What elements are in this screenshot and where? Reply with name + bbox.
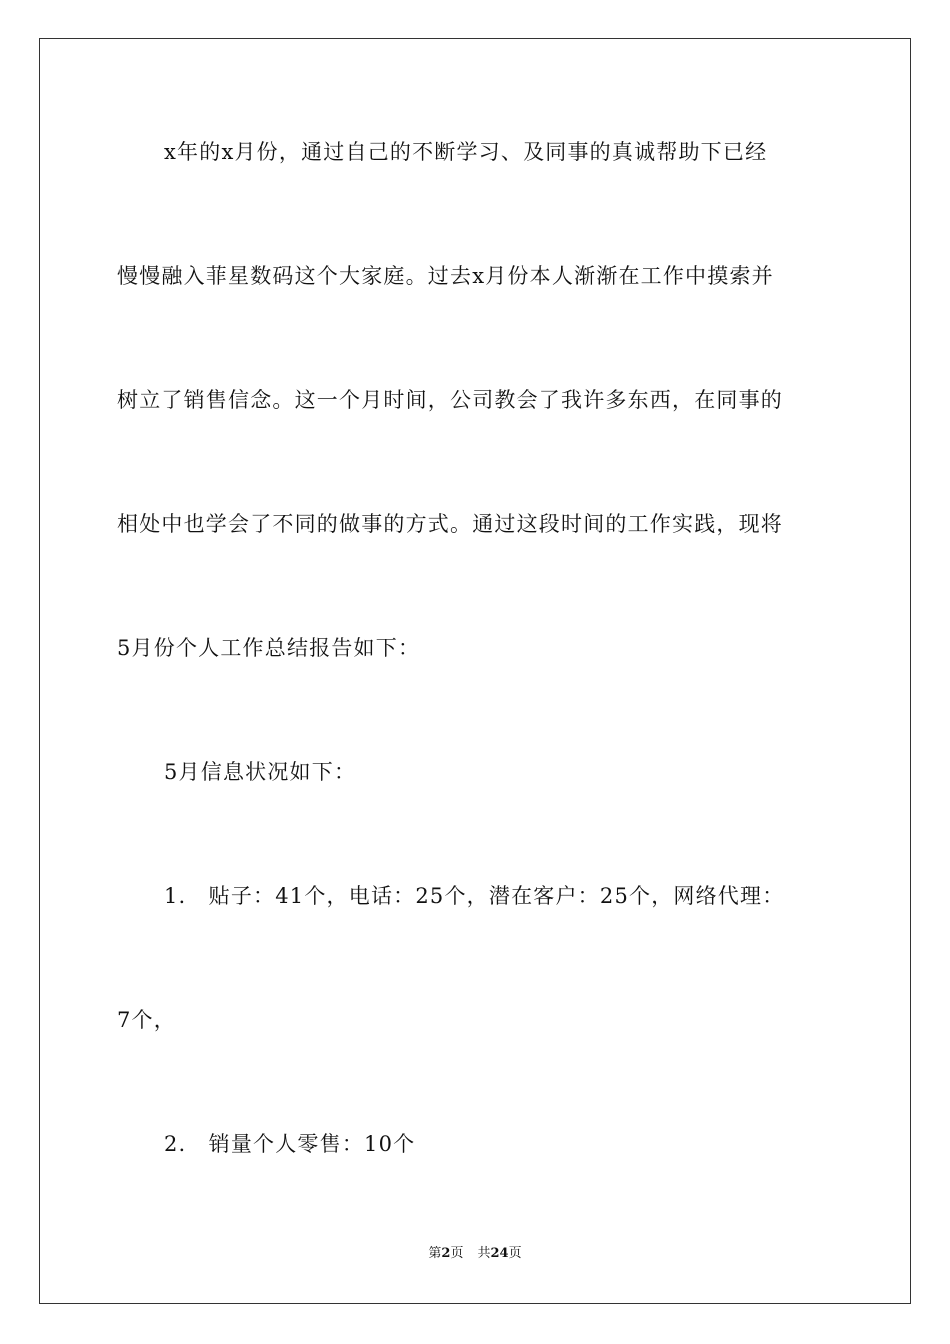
total-pages: 24 [490,1246,509,1261]
page-number: 2 [441,1246,451,1261]
list-item-continuation: 7个， [117,1008,176,1032]
total-prefix: 共 [477,1246,491,1261]
list-item: 2. 销量个人零售：10个 [164,1132,416,1156]
paragraph-line: x年的x月份，通过自己的不断学习、及同事的真诚帮助下已经 [164,140,768,164]
paragraph-line: 慢慢融入菲星数码这个大家庭。过去x月份本人渐渐在工作中摸索并 [117,264,774,288]
list-item: 1. 贴子：41个，电话：25个，潜在客户：25个，网络代理： [164,884,785,908]
section-heading: 5月信息状况如下： [164,760,357,784]
paragraph-line: 树立了销售信念。这一个月时间，公司教会了我许多东西，在同事的 [117,388,783,412]
paragraph-line: 5月份个人工作总结报告如下： [117,636,421,660]
page-prefix: 第 [428,1246,442,1261]
total-suffix: 页 [508,1246,522,1261]
page-suffix: 页 [450,1246,464,1261]
page-border [39,38,911,1304]
page-footer [0,1245,950,1263]
paragraph-line: 相处中也学会了不同的做事的方式。通过这段时间的工作实践，现将 [117,512,783,536]
